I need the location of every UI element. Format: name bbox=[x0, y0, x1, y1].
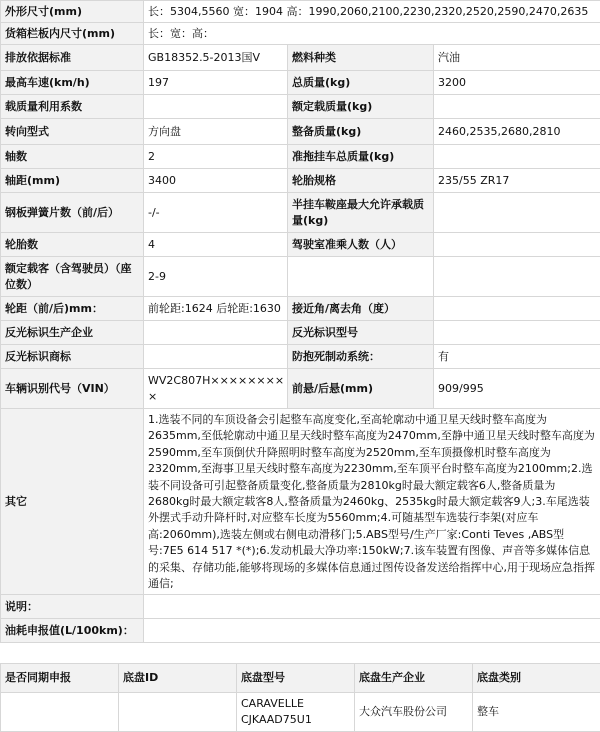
load-util-label: 载质量利用系数 bbox=[1, 95, 144, 119]
row-dimensions bbox=[1, 1, 600, 23]
total-mass-value: 3200 bbox=[434, 71, 600, 95]
saddle-load-value bbox=[434, 193, 600, 233]
chassis-id bbox=[119, 693, 237, 732]
row-steering bbox=[1, 119, 600, 145]
cab-passengers-value bbox=[434, 233, 600, 257]
chassis-header: 底盘生产企业 bbox=[355, 664, 473, 693]
chassis-sync bbox=[1, 693, 119, 732]
row-emission bbox=[1, 45, 600, 71]
rated-passengers-label: 额定载客（含驾驶员）（座位数） bbox=[1, 257, 144, 297]
chassis-header: 底盘型号 bbox=[237, 664, 355, 693]
vin-value: WV2C807H×××××××× × bbox=[144, 369, 288, 409]
leaf-springs-value: -/- bbox=[144, 193, 288, 233]
reflector-maker-label: 反光标识生产企业 bbox=[1, 321, 144, 345]
other-value: 1.选装不同的车顶设备会引起整车高度变化,至高轮廓动中通卫星天线时整车高度为2635mm,至低轮廓动中通卫星天线时整车高度为2470mm,至静中通卫星天线时整车高度为2590mm,至车顶倒伏升降照明时整车高度为2520mm,至车顶摄像机时整车高度为2320mm,至海事卫星天线时整车高度为2230mm,至车顶平台时整车高度为2100mm;2.选装不同设备可引起整备质量变化,整备质量为2810kg时最大额定载客6人,整备质量为2680kg时最大额定载客8人,整备质量为2460kg、2535kg时最大额定载客9人;3.车尾选装外摆式手动升降杆时,对应整车长度为5560mm;4.可随基型车选装行李架(对应车高:2060mm),选装左侧或右侧电动滑移门;5.ABS型号/生产厂家:Conti Teves ,ABS型号:7E5 614 517 *(*);6.发动机最大净功率:150kW;7.该车装置有图像、声音等多媒体信息的采集、存储功能,能够将现场的多媒体信息通过图传设备发送给指挥中心,用于现场应急指挥通信; bbox=[144, 409, 600, 595]
note-value bbox=[144, 595, 600, 619]
trailer-mass-value bbox=[434, 145, 600, 169]
row-wheelbase bbox=[1, 169, 600, 193]
chassis-header: 是否同期申报 bbox=[1, 664, 119, 693]
chassis-header-row bbox=[1, 664, 600, 693]
tire-spec-value: 235/55 ZR17 bbox=[434, 169, 600, 193]
chassis-header: 底盘ID bbox=[119, 664, 237, 693]
row-track bbox=[1, 297, 600, 321]
steering-label: 转向型式 bbox=[1, 119, 144, 145]
chassis-maker: 大众汽车股份公司 bbox=[355, 693, 473, 732]
dimensions-label: 外形尺寸(mm) bbox=[1, 1, 144, 23]
tire-spec-label: 轮胎规格 bbox=[288, 169, 434, 193]
row-vin bbox=[1, 369, 600, 409]
track-label: 轮距（前/后)mm： bbox=[1, 297, 144, 321]
leaf-springs-label: 钢板弹簧片数（前/后） bbox=[1, 193, 144, 233]
trailer-mass-label: 准拖挂车总质量(kg) bbox=[288, 145, 434, 169]
reflector-maker-value bbox=[144, 321, 288, 345]
load-util-value bbox=[144, 95, 288, 119]
row-note bbox=[1, 595, 600, 619]
cab-passengers-label: 驾驶室准乘人数（人） bbox=[288, 233, 434, 257]
fuel-type-value: 汽油 bbox=[434, 45, 600, 71]
wheelbase-value: 3400 bbox=[144, 169, 288, 193]
cargo-box-value: 长：宽：高： bbox=[144, 23, 600, 45]
empty-cell bbox=[434, 257, 600, 297]
rated-load-label: 额定载质量(kg) bbox=[288, 95, 434, 119]
total-mass-label: 总质量(kg) bbox=[288, 71, 434, 95]
row-springs bbox=[1, 193, 600, 233]
track-value: 前轮距:1624 后轮距:1630 bbox=[144, 297, 288, 321]
row-load bbox=[1, 95, 600, 119]
approach-angle-label: 接近角/离去角（度） bbox=[288, 297, 434, 321]
wheelbase-label: 轴距(mm) bbox=[1, 169, 144, 193]
curb-mass-label: 整备质量(kg) bbox=[288, 119, 434, 145]
rated-passengers-value: 2-9 bbox=[144, 257, 288, 297]
cargo-box-label: 货箱栏板内尺寸(mm) bbox=[1, 23, 144, 45]
chassis-table bbox=[0, 663, 600, 732]
chassis-model: CARAVELLE CJKAAD75U1 bbox=[237, 693, 355, 732]
emission-label: 排放依据标准 bbox=[1, 45, 144, 71]
axles-label: 轴数 bbox=[1, 145, 144, 169]
other-label: 其它 bbox=[1, 409, 144, 595]
reflector-brand-value bbox=[144, 345, 288, 369]
chassis-row bbox=[1, 693, 600, 732]
curb-mass-value: 2460,2535,2680,2810 bbox=[434, 119, 600, 145]
row-tires bbox=[1, 233, 600, 257]
row-fuel-consumption bbox=[1, 619, 600, 643]
row-axles bbox=[1, 145, 600, 169]
row-passengers bbox=[1, 257, 600, 297]
chassis-category: 整车 bbox=[473, 693, 600, 732]
empty-cell bbox=[288, 257, 434, 297]
row-reflector-2 bbox=[1, 345, 600, 369]
tire-count-value: 4 bbox=[144, 233, 288, 257]
section-gap bbox=[0, 643, 600, 663]
abs-value: 有 bbox=[434, 345, 600, 369]
axles-value: 2 bbox=[144, 145, 288, 169]
chassis-header: 底盘类别 bbox=[473, 664, 600, 693]
reflector-brand-label: 反光标识商标 bbox=[1, 345, 144, 369]
reflector-model-value bbox=[434, 321, 600, 345]
saddle-load-label: 半挂车鞍座最大允许承载质量(kg) bbox=[288, 193, 434, 233]
reflector-model-label: 反光标识型号 bbox=[288, 321, 434, 345]
vin-label: 车辆识别代号（VIN） bbox=[1, 369, 144, 409]
fuel-consumption-label: 油耗申报值(L/100km)： bbox=[1, 619, 144, 643]
max-speed-label: 最高车速(km/h) bbox=[1, 71, 144, 95]
max-speed-value: 197 bbox=[144, 71, 288, 95]
note-label: 说明： bbox=[1, 595, 144, 619]
emission-value: GB18352.5-2013国Ⅴ bbox=[144, 45, 288, 71]
steering-value: 方向盘 bbox=[144, 119, 288, 145]
rated-load-value bbox=[434, 95, 600, 119]
row-other bbox=[1, 409, 600, 595]
row-reflector-1 bbox=[1, 321, 600, 345]
row-speed bbox=[1, 71, 600, 95]
overhang-label: 前悬/后悬(mm) bbox=[288, 369, 434, 409]
approach-angle-value bbox=[434, 297, 600, 321]
dimensions-value: 长：5304,5560 宽：1904 高：1990,2060,2100,2230,2320,2520,2590,2470,2635 bbox=[144, 1, 600, 23]
overhang-value: 909/995 bbox=[434, 369, 600, 409]
fuel-type-label: 燃料种类 bbox=[288, 45, 434, 71]
tire-count-label: 轮胎数 bbox=[1, 233, 144, 257]
fuel-consumption-value bbox=[144, 619, 600, 643]
row-cargo-box bbox=[1, 23, 600, 45]
abs-label: 防抱死制动系统： bbox=[288, 345, 434, 369]
